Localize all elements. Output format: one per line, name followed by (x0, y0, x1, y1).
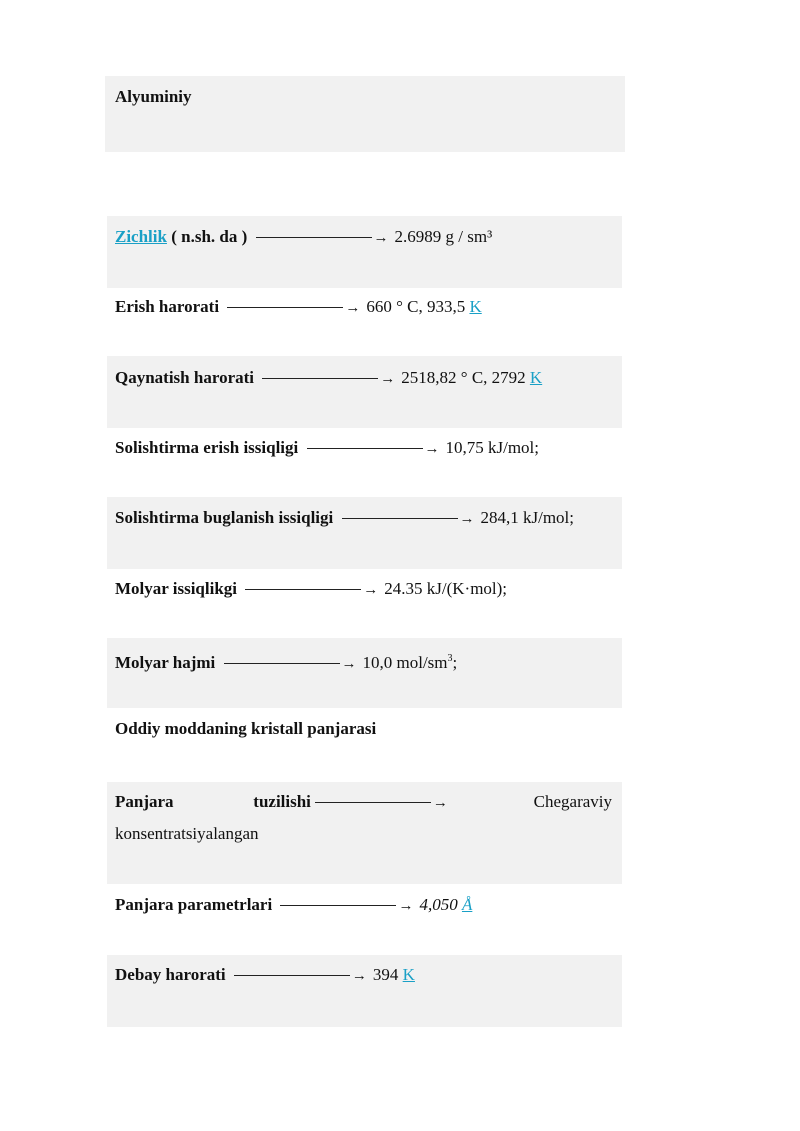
arrow-icon: → (432, 795, 448, 811)
molar-volume-label: Molyar hajmi (115, 653, 216, 672)
row-molar-volume (115, 648, 457, 675)
page-title: Alyuminiy (115, 87, 192, 106)
arrow-icon: → (380, 371, 396, 387)
leader-line (280, 905, 396, 906)
leader-line (307, 448, 423, 449)
arrow-icon: → (363, 582, 379, 598)
row-density (115, 226, 492, 249)
kelvin-link[interactable]: K (469, 297, 482, 316)
debye-value: 394 (372, 965, 403, 984)
debye-label: Debay harorati (115, 965, 226, 984)
density-label-rest: ( n.sh. da ) (166, 227, 248, 246)
arrow-icon: → (345, 300, 361, 316)
lattice-value-line2: konsentratsiyalangan (115, 824, 259, 843)
leader-line (342, 518, 458, 519)
leader-line (227, 307, 343, 308)
leader-line (245, 589, 361, 590)
kelvin-link[interactable]: K (402, 965, 415, 984)
row-molar-heat (115, 578, 507, 601)
row-lattice-structure (115, 791, 612, 845)
lattice-word-1: Panjara (115, 792, 174, 811)
leader-line (262, 378, 378, 379)
arrow-icon: → (424, 441, 440, 457)
lattice-param-label: Panjara parametrlari (115, 895, 273, 914)
boiling-value: 2518,82 ° C, 2792 (401, 368, 530, 387)
molar-volume-tail: ; (452, 653, 458, 672)
arrow-icon: → (459, 511, 475, 527)
evaporation-value: 284,1 kJ/mol; (480, 508, 575, 527)
leader-line (224, 663, 340, 664)
superscript: 3 (447, 653, 453, 664)
arrow-icon: → (373, 230, 389, 246)
row-heat-of-evaporation (115, 507, 574, 530)
angstrom-link[interactable]: Å (461, 895, 473, 914)
row-melting-point (115, 296, 482, 319)
fusion-label: Solishtirma erish issiqligi (115, 438, 299, 457)
melting-value: 660 ° C, 933,5 (366, 297, 470, 316)
molar-heat-label: Molyar issiqlikgi (115, 579, 238, 598)
arrow-icon: → (341, 656, 357, 672)
density-value: 2.6989 g / sm³ (394, 227, 493, 246)
molar-volume-value: 10,0 mol/sm (362, 653, 448, 672)
lattice-value-word: Chegaraviy (533, 792, 612, 811)
evaporation-label: Solishtirma buglanish issiqligi (115, 508, 334, 527)
leader-line (256, 237, 372, 238)
density-link[interactable]: Zichlik (115, 227, 167, 246)
melting-label: Erish harorati (115, 297, 220, 316)
row-heat-of-fusion (115, 437, 539, 460)
fusion-value: 10,75 kJ/mol; (445, 438, 540, 457)
molar-heat-value: 24.35 kJ/(K·mol); (384, 579, 508, 598)
lattice-param-value: 4,050 (419, 895, 462, 914)
leader-line (315, 802, 431, 803)
lattice-word-2: tuzilishi (253, 792, 311, 811)
row-boiling-point (115, 367, 542, 390)
section-heading: Oddiy moddaning kristall panjarasi (115, 719, 377, 738)
arrow-icon: → (351, 968, 367, 984)
arrow-icon: → (398, 898, 414, 914)
boiling-label: Qaynatish harorati (115, 368, 255, 387)
row-debye-temperature (115, 964, 415, 987)
leader-line (234, 975, 350, 976)
row-lattice-parameters (115, 894, 472, 917)
kelvin-link[interactable]: K (529, 368, 543, 387)
